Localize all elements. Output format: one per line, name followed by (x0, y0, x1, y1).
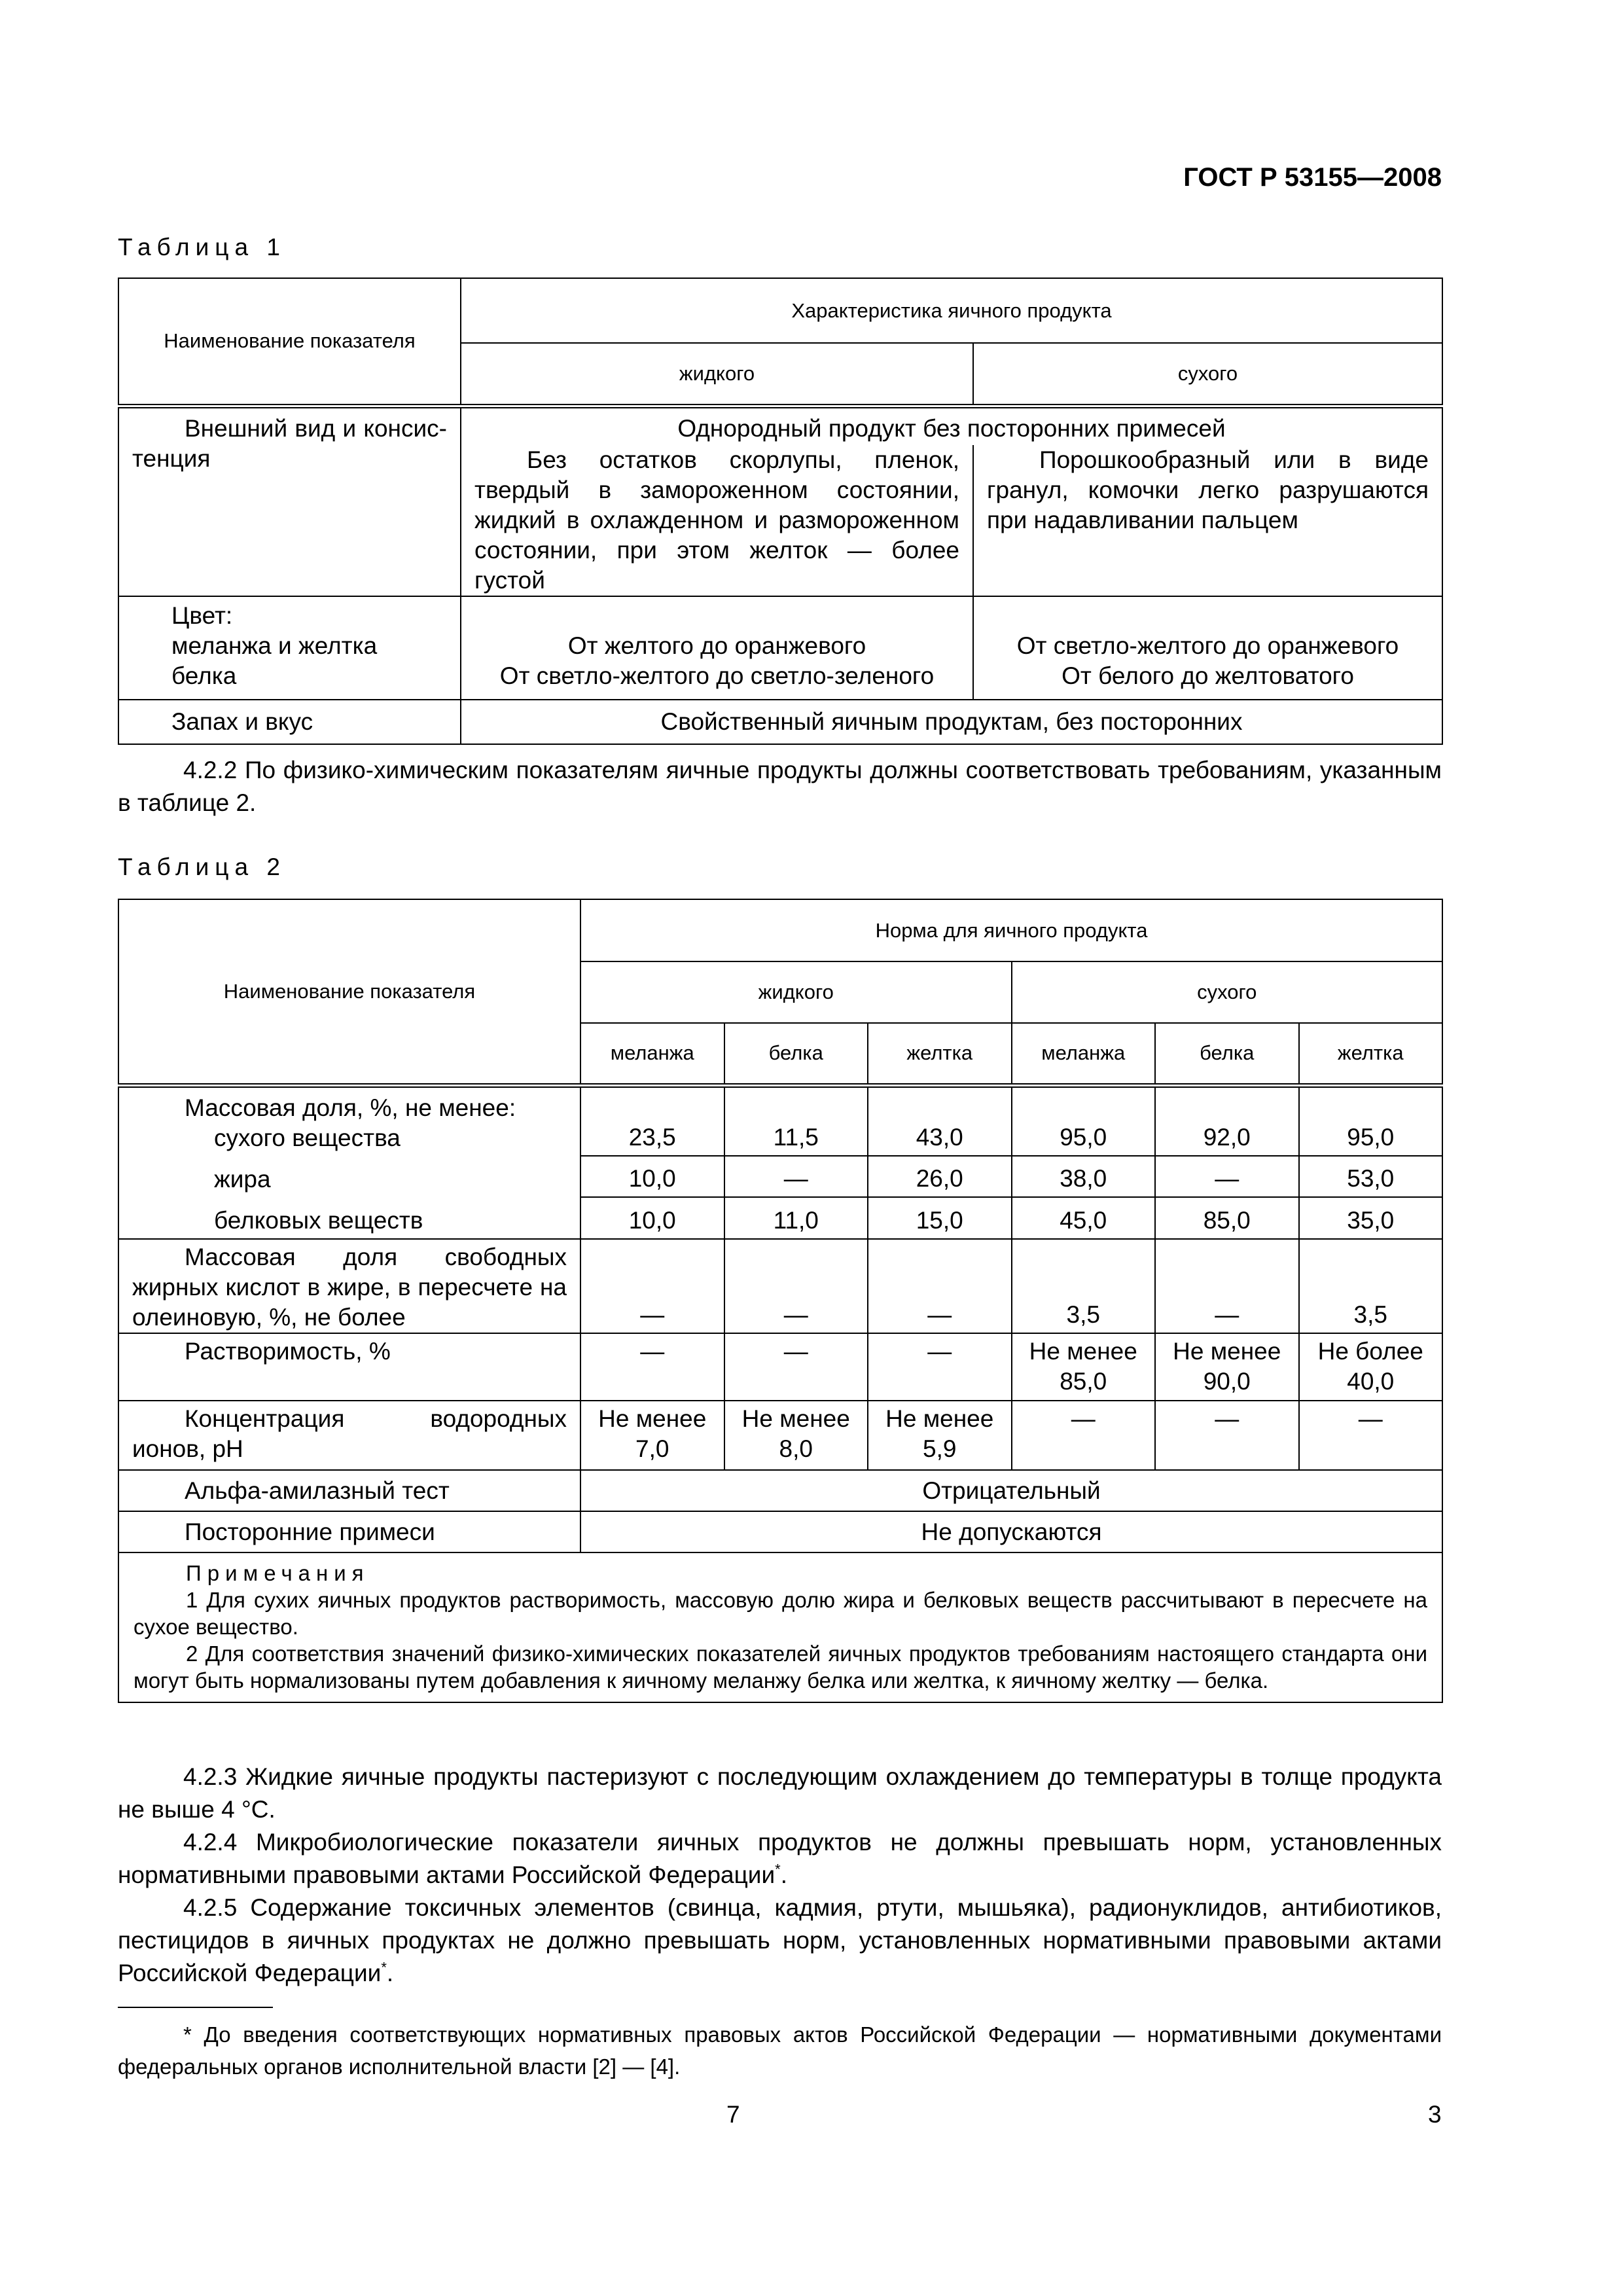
value-cell: 3,5 (1012, 1239, 1156, 1333)
row-name: белковых веществ (118, 1197, 580, 1239)
value-cell: Не менее 5,9 (868, 1401, 1012, 1470)
color-dry-yolk: От светло-желтого до оранжевого (1016, 632, 1399, 659)
value-cell: 45,0 (1012, 1197, 1156, 1239)
row-name: Альфа-амилазный тест (118, 1470, 580, 1511)
table-row (118, 1085, 1442, 1156)
col-dry-header: сухого (973, 343, 1442, 406)
sub-col-header: белка (724, 1023, 868, 1085)
sub-col-header: меланжа (1012, 1023, 1156, 1085)
value-cell: 11,5 (724, 1085, 868, 1156)
paragraph-4-2-5: 4.2.5 Содержание токсичных элементов (свинца, кадмия, ртути, мышьяка), радионуклидов, антибиотиков, пестицидов в яичных продуктах не должно превышать норм, установленных нормативными правовыми актами Российской Федерации*. (118, 1894, 1442, 1986)
paragraph-text: 4.2.4 Микробиологические показатели яичных продуктов не должны превышать норм, установленных нормативными правовыми актами Российской Федерации (118, 1829, 1442, 1888)
note-item: 2 Для соответствия значений физико-химических показателей яичных продуктов требованиям настоящего стандарта они могут быть нормализованы путем добавления к яичному меланжу белка или желтка, к яичному желтку — белка. (134, 1641, 1428, 1693)
paragraph-4-2-4: 4.2.4 Микробиологические показатели яичных продуктов не должны превышать норм, установленных нормативными правовыми актами Российской Федерации*. (118, 1829, 1442, 1888)
row-name: Концентрация водородных ионов, pH (118, 1401, 580, 1470)
value-cell: — (1299, 1401, 1443, 1470)
row-name: Посторонние примеси (118, 1511, 580, 1552)
value-cell: 92,0 (1155, 1085, 1299, 1156)
row-appearance-dry: Порошкообразный или в виде гранул, комочки легко разрушаются при надавливании пальцем (973, 445, 1442, 596)
footnote-divider (118, 2007, 273, 2008)
value-cell: 43,0 (868, 1085, 1012, 1156)
paragraph-text: 4.2.2 По физико-химическим показателям яичные продукты должны соответствовать требованиям, указанным в таблице 2. (118, 757, 1442, 816)
mass-title: Массовая доля, %, не менее: (185, 1094, 516, 1121)
value-cell: — (1155, 1239, 1299, 1333)
value-cell: — (1155, 1156, 1299, 1197)
value-cell: — (580, 1239, 724, 1333)
value-cell: 23,5 (580, 1085, 724, 1156)
value-cell: 95,0 (1299, 1085, 1443, 1156)
page-number-right: 3 (1428, 2101, 1442, 2128)
notes-title: Примечания (186, 1561, 370, 1585)
value-cell: 85,0 (1155, 1197, 1299, 1239)
row-smell-value: Свойственный яичным продуктам, без посторонних (461, 700, 1442, 744)
row-appearance-liquid: Без остатков скорлупы, пленок, твердый в замороженном состоянии, жидкий в охлажденном и размороженном состоянии, при этом желток — более густой (461, 445, 973, 596)
value-cell: Не менее 85,0 (1012, 1333, 1156, 1401)
table-row (118, 1333, 1442, 1401)
value-cell: — (724, 1239, 868, 1333)
row-smell-name: Запах и вкус (118, 700, 461, 744)
notes-row (118, 1552, 1442, 1702)
value-cell: — (724, 1333, 868, 1401)
paragraph-text: 4.2.5 Содержание токсичных элементов (свинца, кадмия, ртути, мышьяка), радионуклидов, антибиотиков, пестицидов в яичных продуктах не должно превышать норм, установленных нормативными правовыми актами Российской Федерации (118, 1894, 1442, 1986)
color-sub-white: белка (171, 662, 237, 689)
col-liquid-header: жидкого (461, 343, 973, 406)
note-item: 1 Для сухих яичных продуктов растворимость, массовую долю жира и белковых веществ рассчитывают в пересчете на сухое вещество. (134, 1588, 1428, 1639)
color-dry-white: От белого до желтоватого (1061, 662, 1354, 689)
row-name-text: сухого вещества (214, 1124, 401, 1151)
paragraph-4-2-3: 4.2.3 Жидкие яичные продукты пастеризуют с последующим охлаждением до температуры в толще продукта не выше 4 °C. (118, 1763, 1442, 1823)
col-name-header: Наименование показателя (118, 899, 580, 1085)
color-sub-melange: меланжа и желтка (171, 632, 378, 659)
value-cell: — (1155, 1401, 1299, 1470)
value-cell: Не менее 8,0 (724, 1401, 868, 1470)
table1-caption: Таблица 1 (118, 234, 286, 260)
row-name: жира (118, 1156, 580, 1197)
value-cell: — (1012, 1401, 1156, 1470)
value-cell: 95,0 (1012, 1085, 1156, 1156)
page-number-center: 7 (726, 2101, 740, 2128)
row-color-dry (973, 596, 1442, 700)
footnote-text: * До введения соответствующих нормативных правовых актов Российской Федерации — нормативными документами федеральных органов исполнительной власти [2] — [4]. (118, 2022, 1442, 2079)
row-color-liquid (461, 596, 973, 700)
row-value: Не допускаются (580, 1511, 1442, 1552)
footnote-ref[interactable]: * (775, 1861, 781, 1878)
color-liquid-white: От светло-желтого до светло-зеленого (499, 662, 935, 689)
value-cell: — (580, 1333, 724, 1401)
value-cell: 53,0 (1299, 1156, 1443, 1197)
row-value: Отрицательный (580, 1470, 1442, 1511)
document-code: ГОСТ Р 53155—2008 (1183, 163, 1442, 192)
col-group-header: Характеристика яичного продукта (461, 278, 1442, 343)
color-label: Цвет: (171, 602, 233, 629)
row-name: Растворимость, % (118, 1333, 580, 1401)
value-cell: 26,0 (868, 1156, 1012, 1197)
footnote-ref[interactable]: * (381, 1959, 387, 1976)
color-liquid-yolk: От желтого до оранжевого (567, 632, 866, 659)
sub-col-header: белка (1155, 1023, 1299, 1085)
value-cell: 10,0 (580, 1197, 724, 1239)
value-cell: Не более 40,0 (1299, 1333, 1443, 1401)
table2-caption: Таблица 2 (118, 853, 286, 880)
row-appearance-common: Однородный продукт без посторонних примесей (461, 406, 1442, 445)
value-cell: Не менее 7,0 (580, 1401, 724, 1470)
footnote (118, 2018, 1442, 2083)
table-1 (118, 278, 1443, 745)
paragraphs-body (118, 1761, 1442, 1990)
col-name-header: Наименование показателя (118, 278, 461, 406)
value-cell: 35,0 (1299, 1197, 1443, 1239)
impurities-row (118, 1511, 1442, 1552)
value-cell: 11,0 (724, 1197, 868, 1239)
value-cell: — (724, 1156, 868, 1197)
col-dry-header: сухого (1012, 961, 1443, 1023)
row-appearance-name: Внешний вид и консистенция (118, 406, 461, 596)
row-name (118, 1085, 580, 1156)
alpha-test-row (118, 1470, 1442, 1511)
value-cell: 10,0 (580, 1156, 724, 1197)
col-group-header: Норма для яичного продукта (580, 899, 1442, 961)
value-cell: 38,0 (1012, 1156, 1156, 1197)
value-cell: Не менее 90,0 (1155, 1333, 1299, 1401)
table-row (118, 1239, 1442, 1333)
sub-col-header: желтка (868, 1023, 1012, 1085)
value-cell: — (868, 1333, 1012, 1401)
table-row (118, 1197, 1442, 1239)
table-2 (118, 899, 1443, 1703)
notes (118, 1552, 1442, 1702)
value-cell: — (868, 1239, 1012, 1333)
row-color-name (118, 596, 461, 700)
sub-col-header: меланжа (580, 1023, 724, 1085)
row-name: Массовая доля свободных жирных кислот в жире, в пересчете на олеиновую, %, не более (118, 1239, 580, 1333)
table-row (118, 1156, 1442, 1197)
sub-col-header: желтка (1299, 1023, 1443, 1085)
paragraph-4-2-2 (118, 754, 1442, 819)
value-cell: 3,5 (1299, 1239, 1443, 1333)
col-liquid-header: жидкого (580, 961, 1012, 1023)
value-cell: 15,0 (868, 1197, 1012, 1239)
table-row (118, 1401, 1442, 1470)
